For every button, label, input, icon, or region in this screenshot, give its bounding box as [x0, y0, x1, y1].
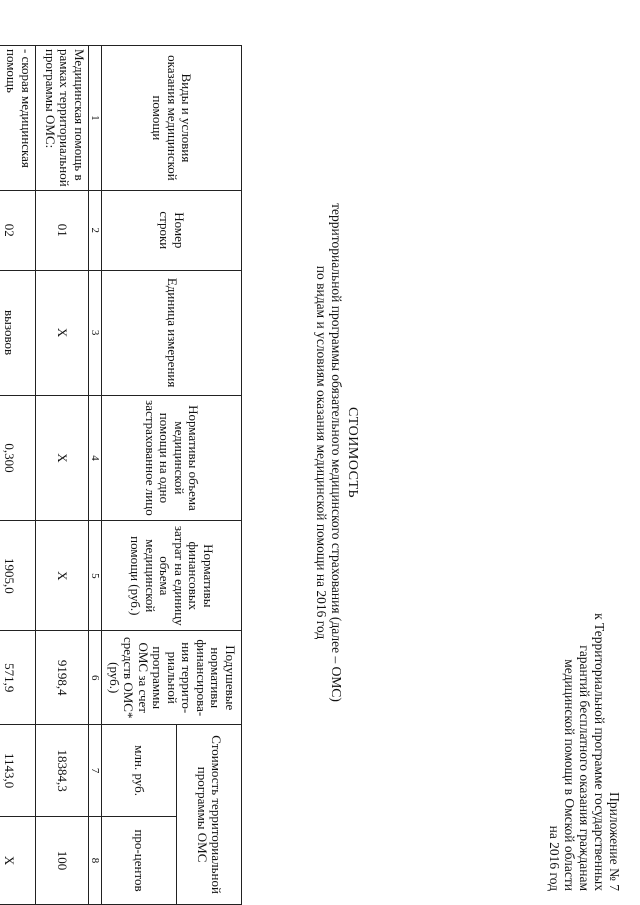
header-row [177, 46, 242, 905]
table-cell: 0,300 [0, 395, 36, 521]
appendix-line: на 2016 год [547, 825, 562, 891]
table-cell: вызовов [0, 270, 36, 395]
table-cell: 02 [0, 190, 36, 270]
subtitle-line: по видам и условиям оказания медицинской помощи на 2016 год [314, 265, 329, 640]
column-number: 2 [89, 190, 102, 270]
table-cell: - скорая медицинская помощь [0, 46, 36, 191]
column-number-row [89, 46, 102, 905]
appendix-line: к Территориальной программе государственных [592, 613, 607, 891]
appendix-line: медицинской помощи в Омской области [562, 659, 577, 891]
header-row-number: Номер строки [102, 190, 242, 270]
appendix-line: Приложение № 7 [607, 792, 622, 891]
table-cell: 01 [36, 190, 89, 270]
table-cell: X [0, 817, 36, 905]
header-unit: Единица измерения [102, 270, 242, 395]
cost-table [0, 45, 242, 905]
header-cost-norms: Нормативы финансовых затрат на единицу объема медицинской помощи (руб.) [102, 521, 242, 631]
table-cell: 1905,0 [0, 521, 36, 631]
appendix-line: гарантий бесплатного оказания гражданам [577, 645, 592, 891]
table-row [36, 46, 89, 905]
header-types: Виды и условия оказания медицинской помощи [102, 46, 242, 191]
header-per-capita-norms: Подушевые нормативы финансирова-ния террито-риальной программы ОМС за счет средств ОМС* (руб.) [102, 631, 242, 725]
header-program-cost: Стоимость территориальной программы ОМС [177, 725, 242, 905]
table-row [0, 46, 36, 905]
column-number: 3 [89, 270, 102, 395]
subtitle-line: территориальной программы обязательного медицинского страхования (далее – ОМС) [329, 203, 344, 702]
column-number: 4 [89, 395, 102, 521]
column-number: 1 [89, 46, 102, 191]
title-block [314, 0, 360, 905]
header-volume-norms: Нормативы объема медицинской помощи на одно застрахованное лицо [102, 395, 242, 521]
document-subtitle [314, 0, 344, 905]
table-cell: Медицинская помощь в рамках территориальной программы ОМС: [36, 46, 89, 191]
header-mln-rub: млн. руб. [102, 725, 177, 817]
table-cell: 1143,0 [0, 725, 36, 817]
header-percent: про-центов [102, 817, 177, 905]
table-cell: 18384,3 [36, 725, 89, 817]
appendix-note [547, 613, 622, 891]
table-cell: X [36, 395, 89, 521]
column-number: 5 [89, 521, 102, 631]
table-cell: 571,9 [0, 631, 36, 725]
column-number: 6 [89, 631, 102, 725]
document-title: СТОИМОСТЬ [345, 406, 360, 499]
table-cell: 9198,4 [36, 631, 89, 725]
table-cell: 100 [36, 817, 89, 905]
table-cell: X [36, 521, 89, 631]
table-cell: X [36, 270, 89, 395]
column-number: 7 [89, 725, 102, 817]
column-number: 8 [89, 817, 102, 905]
